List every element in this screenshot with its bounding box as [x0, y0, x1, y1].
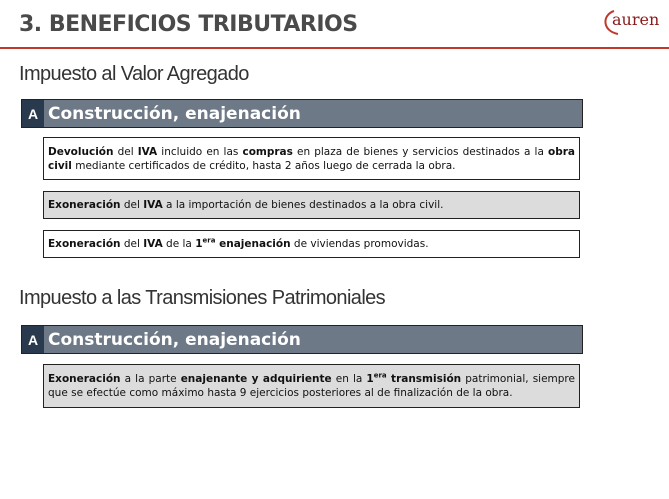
plain-text: en plaza de bienes y servicios destinados a la	[292, 145, 548, 158]
banner-letter: A	[22, 100, 44, 127]
auren-logo	[600, 7, 666, 37]
bold-text: compras	[242, 145, 293, 158]
benefit-box	[43, 137, 580, 180]
benefit-text	[48, 198, 575, 212]
header-divider	[0, 47, 669, 49]
bold-text: 1	[195, 238, 203, 250]
plain-text: patrimonial, siempre que se efectúe como máximo hasta 9 ejercicios posteriores al de finalización de la obra.	[48, 373, 575, 399]
banner-letter: A	[22, 326, 44, 353]
bold-text: Devolución	[48, 145, 114, 158]
plain-text: del	[120, 199, 144, 211]
section-banner	[21, 99, 583, 128]
bold-text: transmisión	[386, 373, 462, 385]
superscript: era	[202, 236, 216, 245]
benefit-text	[48, 145, 575, 173]
bold-text: Exoneración	[48, 373, 121, 385]
plain-text: del	[113, 145, 138, 158]
bold-text: IVA	[143, 238, 163, 250]
benefit-text	[48, 372, 575, 400]
banner-title: Construcción, enajenación	[48, 329, 301, 350]
plain-text: a la parte	[120, 373, 181, 385]
plain-text: de la	[162, 238, 196, 250]
benefit-box	[43, 191, 580, 219]
plain-text: del	[120, 238, 144, 250]
section-heading-iva: Impuesto al Valor Agregado	[19, 63, 249, 85]
plain-text: a la importación de bienes destinados a la obra civil.	[162, 199, 444, 211]
benefit-box	[43, 364, 580, 408]
bold-text: 1	[366, 373, 374, 385]
plain-text: en la	[331, 373, 367, 385]
plain-text: de viviendas promovidas.	[290, 238, 429, 250]
plain-text: incluido en las	[157, 145, 243, 158]
logo-text: auren	[612, 10, 660, 29]
bold-text: IVA	[137, 145, 158, 158]
plain-text: mediante certificados de crédito, hasta 2 años luego de cerrada la obra.	[71, 159, 456, 172]
benefit-box	[43, 230, 580, 258]
banner-title: Construcción, enajenación	[48, 103, 301, 124]
bold-text: enajenación	[215, 238, 291, 250]
bold-text: Exoneración	[48, 199, 121, 211]
bold-text: obra civil	[48, 145, 575, 172]
page-title: 3. BENEFICIOS TRIBUTARIOS	[19, 12, 358, 37]
bold-text: enajenante y adquiriente	[180, 373, 332, 385]
section-banner	[21, 325, 583, 354]
section-heading-itp: Impuesto a las Transmisiones Patrimoniales	[19, 287, 386, 309]
superscript: era	[373, 371, 387, 380]
bold-text: IVA	[143, 199, 163, 211]
bold-text: Exoneración	[48, 238, 121, 250]
benefit-text	[48, 237, 575, 251]
